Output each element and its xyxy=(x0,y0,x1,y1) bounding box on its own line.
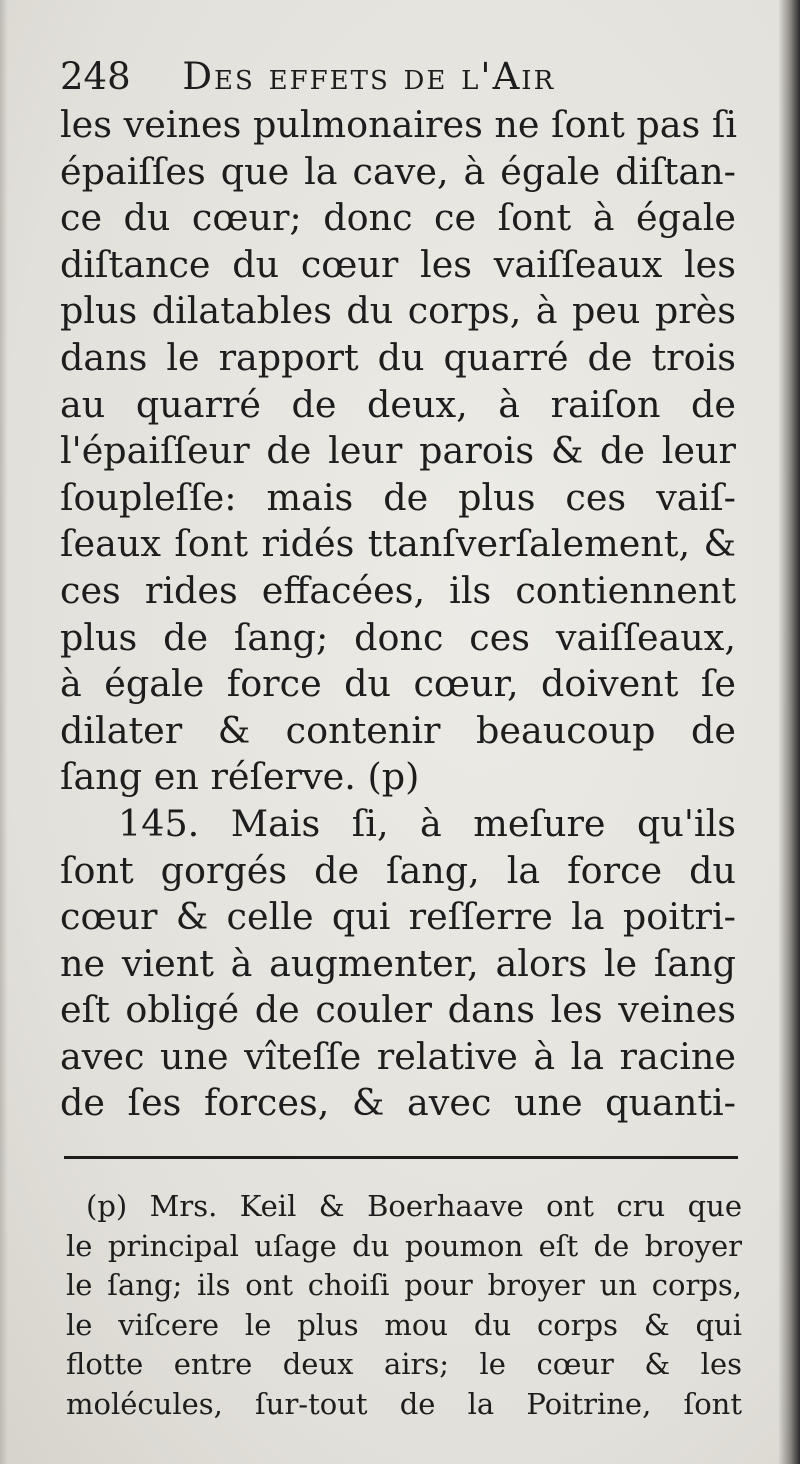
footnote-separator-rule xyxy=(64,1156,738,1159)
text-line: au quarré de deux, à raiſon de xyxy=(60,382,736,426)
footnote-line: flotte entre deux airs; le cœur & les xyxy=(66,1347,742,1381)
text-line: cœur & celle qui reſſerre la poitri- xyxy=(60,895,736,939)
footnote-line: le principal uſage du poumon eſt de broyer xyxy=(66,1228,742,1263)
text-line: l'épaiſſeur de leur parois & de leur xyxy=(60,429,736,473)
page-edge-shadow-right xyxy=(778,0,800,1464)
text-line: avec une vîteſſe relative à la racine xyxy=(60,1034,736,1078)
text-line: plus dilatables du corps, à peu près xyxy=(60,289,736,333)
main-text xyxy=(60,102,736,1127)
footnote-line: (p) Mrs. Keil & Boerhaave ont cru que xyxy=(86,1189,742,1223)
text-line: plus de ſang; donc ces vaiſſeaux, xyxy=(60,615,736,659)
running-header xyxy=(60,52,740,102)
text-line: dans le rapport du quarré de trois xyxy=(60,335,736,379)
text-line: ce du cœur; donc ce ſont à égale xyxy=(60,196,736,240)
text-line: épaiſſes que la cave, à égale diſtan- xyxy=(60,149,736,193)
page-edge-shadow-left xyxy=(0,0,8,1464)
text-line: ne vient à augmenter, alors le ſang xyxy=(60,941,736,985)
text-line: ſeaux ſont ridés ttanſverſalement, & xyxy=(60,522,736,566)
text-line: ſont gorgés de ſang, la force du xyxy=(60,848,736,892)
footnote-line: le ſang; ils ont choiſi pour broyer un corps, xyxy=(66,1268,742,1302)
page-number: 248 xyxy=(60,55,131,98)
text-line: ces rides effacées, ils contiennent xyxy=(60,568,736,612)
text-line: ſoupleſſe: mais de plus ces vaiſ- xyxy=(60,475,736,519)
paragraph-145-first-line: 145. Mais ſi, à meſure qu'ils xyxy=(118,801,736,845)
text-line: eſt obligé de couler dans les veines xyxy=(60,988,736,1032)
running-title: Des effets de l'Air xyxy=(182,55,556,98)
footnote xyxy=(66,1187,742,1424)
text-line: de ſes forces, & avec une quanti- xyxy=(60,1081,736,1125)
paragraph-end-line: ſang en réſerve. (p) xyxy=(60,755,420,799)
footnote-line: le viſcere le plus mou du corps & qui xyxy=(66,1307,742,1342)
text-line: dilater & contenir beaucoup de xyxy=(60,708,736,752)
text-line: diſtance du cœur les vaiſſeaux les xyxy=(60,242,736,286)
footnote-line: molécules, ſur-tout de la Poitrine, ſont xyxy=(66,1386,742,1421)
text-line: à égale force du cœur, doivent ſe xyxy=(60,662,736,706)
text-line: les veines pulmonaires ne ſont pas ſi xyxy=(60,103,738,146)
